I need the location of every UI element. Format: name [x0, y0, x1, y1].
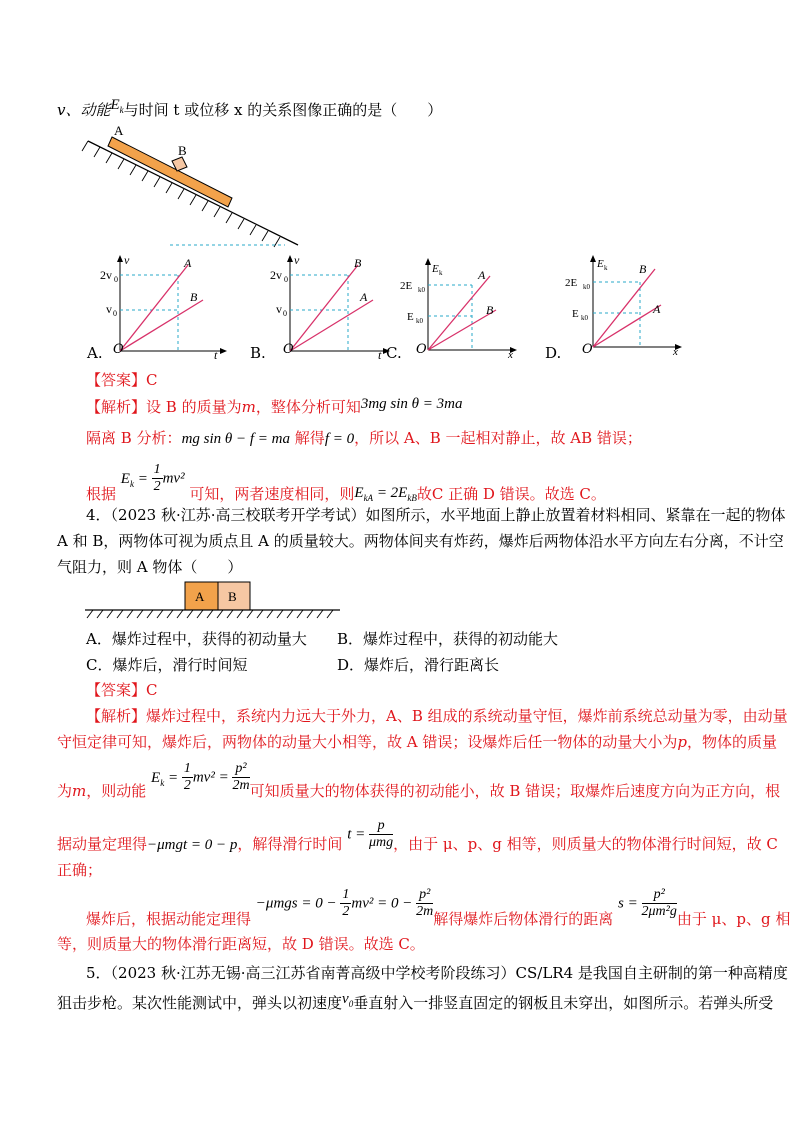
- svg-text:x: x: [673, 346, 678, 355]
- graph-d-origin: O: [582, 342, 593, 357]
- q4-analysis-line-7: 等，则质量大的物体滑行距离短，故 D 错误。故选 C。: [57, 935, 425, 953]
- blocks-figure: [85, 580, 345, 620]
- q3-answer: 【答案】C: [86, 371, 158, 389]
- svg-text:A: A: [360, 290, 368, 304]
- graph-c-option[interactable]: C.: [386, 344, 402, 362]
- q5-stem-line-2: 狙击步枪。某次性能测试中，弹头以初速度$v_0$垂直射入一排竖直固定的钢板且未穿出，如图所示。若弹头所受: [57, 991, 774, 1012]
- q4-answer: 【答案】C: [86, 681, 158, 699]
- svg-text:E: E: [597, 258, 604, 270]
- svg-text:B: B: [486, 303, 494, 317]
- graph-b-origin: O: [283, 342, 294, 357]
- svg-text:A: A: [195, 589, 205, 604]
- svg-text:A: A: [478, 268, 486, 282]
- svg-text:B: B: [228, 589, 237, 604]
- q4-stem-line-1: 4．（2023 秋·江苏·高三校联考开学考试）如图所示，水平地面上静止放置着材料相同、紧靠在一起的物体: [86, 506, 786, 524]
- graph-b-option[interactable]: B.: [250, 344, 266, 362]
- svg-text:2v: 2v: [100, 268, 112, 282]
- q3-stem: v、动能$E_k$与时间 t 或位移 x 的关系图像正确的是（ ）: [57, 97, 443, 119]
- svg-text:A: A: [184, 256, 192, 270]
- svg-text:E: E: [572, 308, 579, 320]
- svg-text:k0: k0: [583, 283, 590, 291]
- svg-text:0: 0: [114, 275, 118, 284]
- svg-text:E: E: [432, 263, 439, 275]
- q4-option-a[interactable]: A．爆炸过程中，获得的初动量大: [86, 630, 307, 648]
- svg-text:B: B: [354, 256, 362, 270]
- q4-analysis-line-1: 【解析】爆炸过程中，系统内力远大于外力，A、B 组成的系统动量守恒，爆炸前系统总动量为零，由动量: [86, 707, 788, 725]
- svg-text:v: v: [276, 302, 282, 316]
- q4-analysis-line-4: 据动量定理得−μmgt = 0 − p，解得滑行时间 t = $\frac{p}{\text{μmg}}$ ，由于 μ、p、g 相等，则质量大的物体滑行时间短，故 C: [57, 818, 778, 853]
- svg-text:B: B: [639, 262, 647, 276]
- q3-analysis-line-1: 【解析】设 B 的质量为m，整体分析可知3mg sin θ = 3ma: [86, 396, 463, 416]
- svg-text:B: B: [190, 290, 198, 304]
- q4-option-d[interactable]: D．爆炸后，滑行距离长: [337, 656, 500, 674]
- q3-analysis-line-2: 隔离 B 分析：mg sin θ − f = ma 解得f = 0，所以 A、B 一起相对静止，故 AB 错误；: [86, 429, 642, 447]
- q4-stem-line-3: 气阻力，则 A 物体（ ）: [57, 558, 243, 576]
- svg-text:A: A: [653, 302, 661, 316]
- svg-text:k0: k0: [418, 286, 425, 294]
- svg-text:k0: k0: [581, 314, 588, 322]
- svg-text:2E: 2E: [565, 277, 578, 289]
- incline-label-b: B: [178, 143, 187, 158]
- q4-option-c[interactable]: C．爆炸后，滑行时间短: [86, 656, 248, 674]
- graph-c-origin: O: [416, 342, 427, 357]
- svg-text:2v: 2v: [270, 268, 282, 282]
- svg-text:2E: 2E: [400, 280, 413, 292]
- q3-analysis-line-3: 根据 $E_k$ = $\frac{1}{2}$ mv² 可知，两者速度相同，则$E_{kA} = 2E_{kB}$故C 正确 D 错误。故选 C。: [86, 462, 606, 503]
- svg-text:0: 0: [113, 309, 117, 318]
- svg-text:k: k: [604, 264, 608, 272]
- q4-option-b[interactable]: B．爆炸过程中，获得的初动能大: [337, 630, 559, 648]
- svg-text:0: 0: [283, 309, 287, 318]
- svg-text:t: t: [214, 348, 218, 360]
- q4-stem-line-2: A 和 B，两物体可视为质点且 A 的质量较大。两物体间夹有炸药，爆炸后两物体沿水平方向左右分离，不计空: [57, 532, 784, 550]
- incline-figure: [80, 125, 310, 250]
- ek-symbol: $E_k$: [110, 97, 124, 115]
- svg-text:0: 0: [284, 275, 288, 284]
- svg-text:k0: k0: [416, 317, 423, 325]
- svg-text:t: t: [378, 348, 382, 360]
- svg-text:x: x: [508, 349, 513, 358]
- q4-analysis-line-5: 正确；: [57, 861, 103, 879]
- graph-a-option[interactable]: A.: [87, 344, 103, 362]
- incline-label-a: A: [114, 125, 124, 138]
- q4-analysis-line-6: 爆炸后，根据动能定理得 −μmgs = 0 − $\frac{1}{2}$ mv² = 0 − $\frac{\text{p²}}{2m}$ 解得爆炸后物体滑行的距离 s = $\frac{\text{p²}}{\text{2μm²g}}$ 由于 μ、p、g 相: [86, 887, 791, 928]
- svg-text:E: E: [407, 311, 414, 323]
- graph-a-origin: O: [113, 342, 124, 357]
- svg-text:k: k: [439, 269, 443, 277]
- q4-analysis-line-2: 守恒定律可知，爆炸后，两物体的动量大小相等，故 A 错误；设爆炸后任一物体的动量大小为p，物体的质量: [57, 733, 777, 751]
- svg-text:v: v: [124, 255, 130, 267]
- graph-d-option[interactable]: D.: [545, 344, 562, 362]
- svg-text:v: v: [106, 302, 112, 316]
- q4-analysis-line-3: 为m，则动能 $E_k$ = $\frac{1}{2}$ mv² = $\frac{\text{p²}}{2m}$ 可知质量大的物体获得的初动能小，故 B 错误；取爆炸后速度方向为正方向，根: [57, 761, 781, 800]
- svg-text:v: v: [294, 255, 300, 267]
- q5-stem-line-1: 5．（2023 秋·江苏无锡·高三江苏省南菁高级中学校考阶段练习）CS/LR4 是我国自主研制的第一种高精度: [86, 964, 788, 982]
